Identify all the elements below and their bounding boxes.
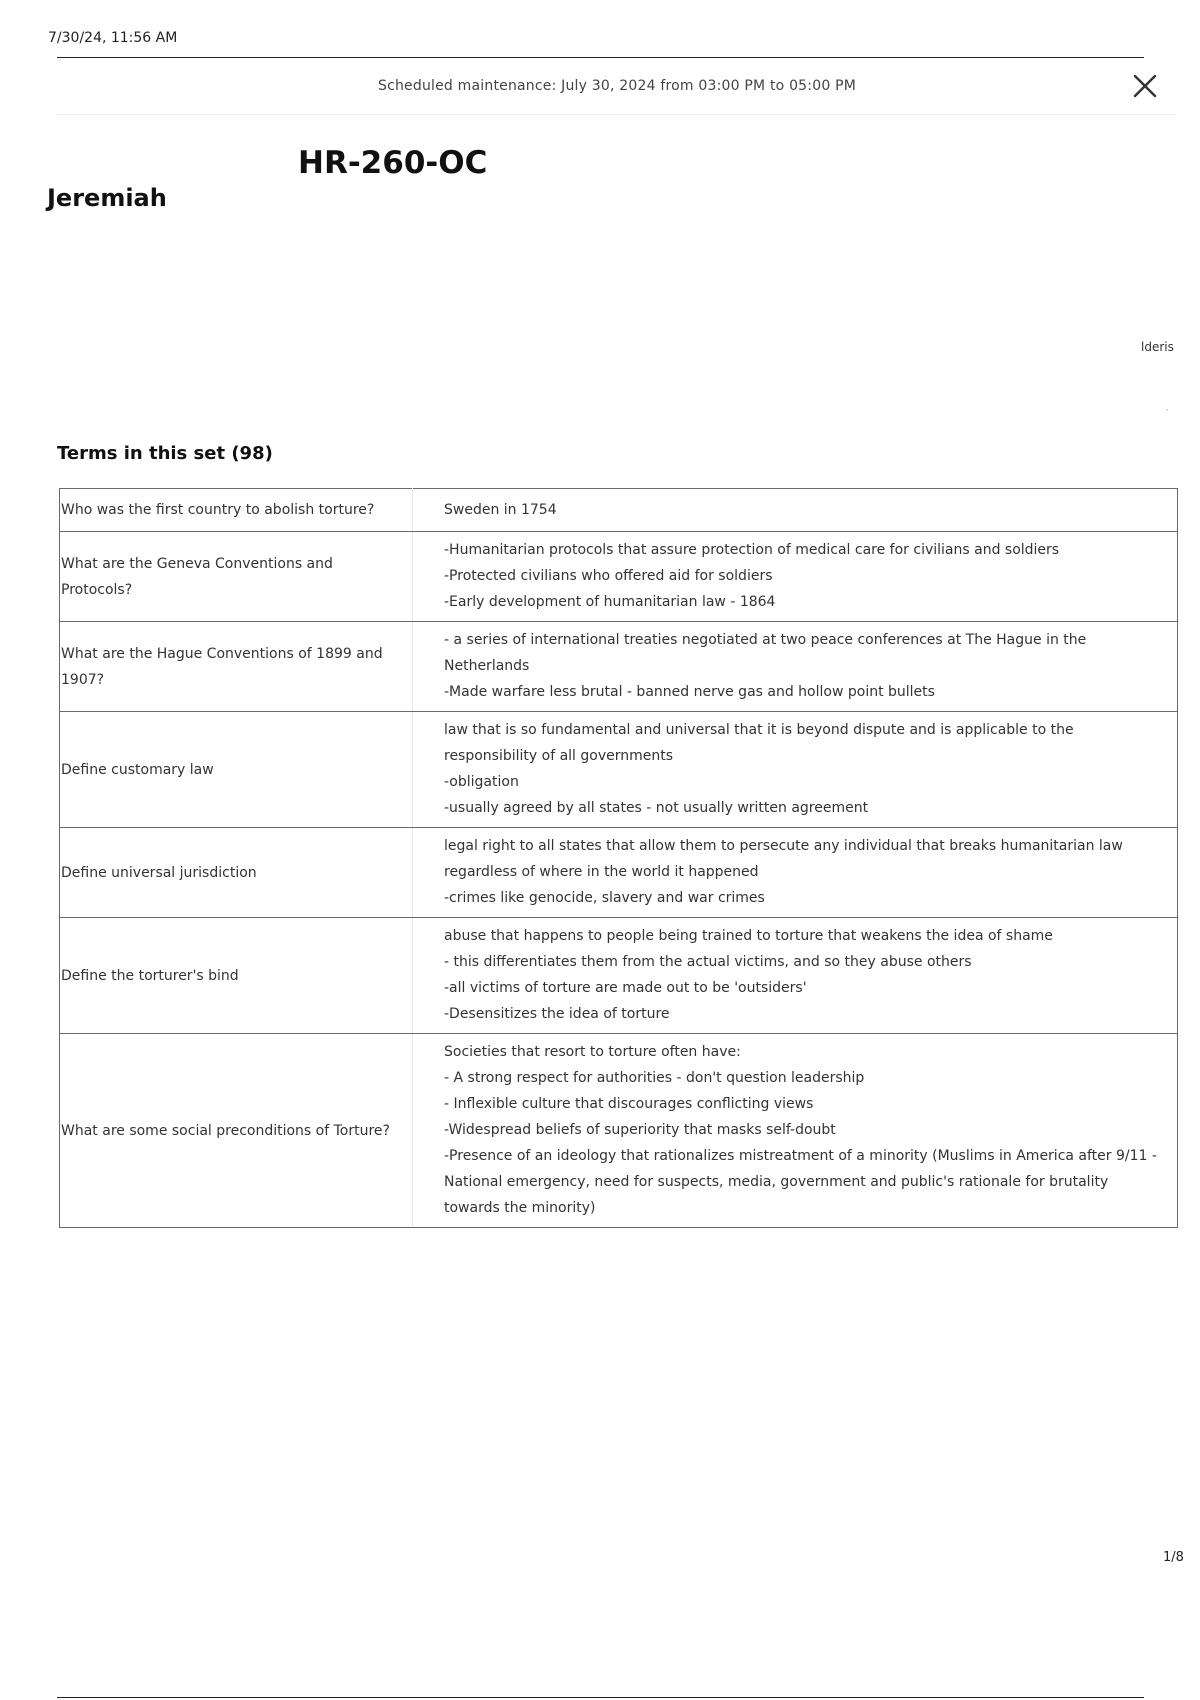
- term-row: [60, 532, 1178, 622]
- term-text: Define customary law: [60, 712, 413, 828]
- definition-cell: [413, 1034, 1178, 1228]
- term-row: [60, 918, 1178, 1034]
- definition-line: Sweden in 1754: [444, 501, 557, 518]
- definition-line: -all victims of torture are made out to be 'outsiders': [444, 980, 807, 996]
- page-number: 1/8: [1163, 1550, 1184, 1565]
- term-text: What are some social preconditions of Torture?: [60, 1034, 413, 1228]
- definition-cell: [413, 828, 1178, 918]
- definition-line: - a series of international treaties negotiated at two peace conferences at The Hague in the Netherlands: [444, 632, 1087, 674]
- term-row: [60, 489, 1178, 532]
- definition-line: Societies that resort to torture often have:: [444, 1044, 741, 1060]
- definition-line: -crimes like genocide, slavery and war crimes: [444, 890, 765, 906]
- definition-line: - Inflexible culture that discourages conflicting views: [444, 1096, 814, 1112]
- definition-cell: [413, 532, 1178, 622]
- decorative-dot: [1166, 409, 1168, 411]
- term-row: [60, 712, 1178, 828]
- close-icon[interactable]: [1131, 72, 1159, 100]
- definition-line: -Humanitarian protocols that assure protection of medical care for civilians and soldiers: [444, 542, 1060, 558]
- set-author[interactable]: Jeremiah: [47, 184, 167, 212]
- terms-table: [59, 488, 1178, 1228]
- definition-line: -obligation: [444, 774, 519, 790]
- definition-cell: [413, 622, 1178, 712]
- definition-line: abuse that happens to people being trained to torture that weakens the idea of shame: [444, 928, 1053, 944]
- term-text: Define the torturer's bind: [60, 918, 413, 1034]
- definition-cell: [413, 918, 1178, 1034]
- definition-line: -Presence of an ideology that rationalizes mistreatment of a minority (Muslims in America after 9/11 - National emergency, need for suspects, media, government and public's rationale for brutality towards the minority): [444, 1148, 1157, 1216]
- maintenance-message: Scheduled maintenance: July 30, 2024 from 03:00 PM to 05:00 PM: [378, 78, 856, 94]
- term-row: [60, 828, 1178, 918]
- definition-line: -usually agreed by all states - not usually written agreement: [444, 800, 869, 816]
- maintenance-banner: [57, 58, 1177, 115]
- term-text: Define universal jurisdiction: [60, 828, 413, 918]
- definition-line: -Early development of humanitarian law - 1864: [444, 594, 776, 610]
- set-title: HR-260-OC: [298, 145, 488, 181]
- definition-line: legal right to all states that allow them to persecute any individual that breaks humanitarian law regardless of where in the world it happened: [444, 838, 1123, 880]
- definition-line: - A strong respect for authorities - don't question leadership: [444, 1070, 865, 1086]
- term-row: [60, 1034, 1178, 1228]
- term-row: [60, 622, 1178, 712]
- footer-rule: [57, 1697, 1144, 1698]
- term-text: What are the Hague Conventions of 1899 and 1907?: [60, 622, 413, 712]
- term-text: Who was the first country to abolish torture?: [60, 489, 413, 532]
- definition-cell: [413, 489, 1178, 532]
- definition-line: -Desensitizes the idea of torture: [444, 1006, 670, 1022]
- terms-heading: Terms in this set (98): [57, 443, 273, 464]
- definition-line: -Widespread beliefs of superiority that masks self-doubt: [444, 1122, 836, 1138]
- definition-line: -Protected civilians who offered aid for soldiers: [444, 568, 773, 584]
- definition-line: law that is so fundamental and universal that it is beyond dispute and is applicable to the responsibility of all governments: [444, 722, 1074, 764]
- definition-line: -Made warfare less brutal - banned nerve gas and hollow point bullets: [444, 684, 935, 700]
- side-label: lderis: [1141, 340, 1174, 354]
- print-timestamp: 7/30/24, 11:56 AM: [48, 30, 178, 46]
- definition-line: - this differentiates them from the actual victims, and so they abuse others: [444, 954, 972, 970]
- term-text: What are the Geneva Conventions and Protocols?: [60, 532, 413, 622]
- definition-cell: [413, 712, 1178, 828]
